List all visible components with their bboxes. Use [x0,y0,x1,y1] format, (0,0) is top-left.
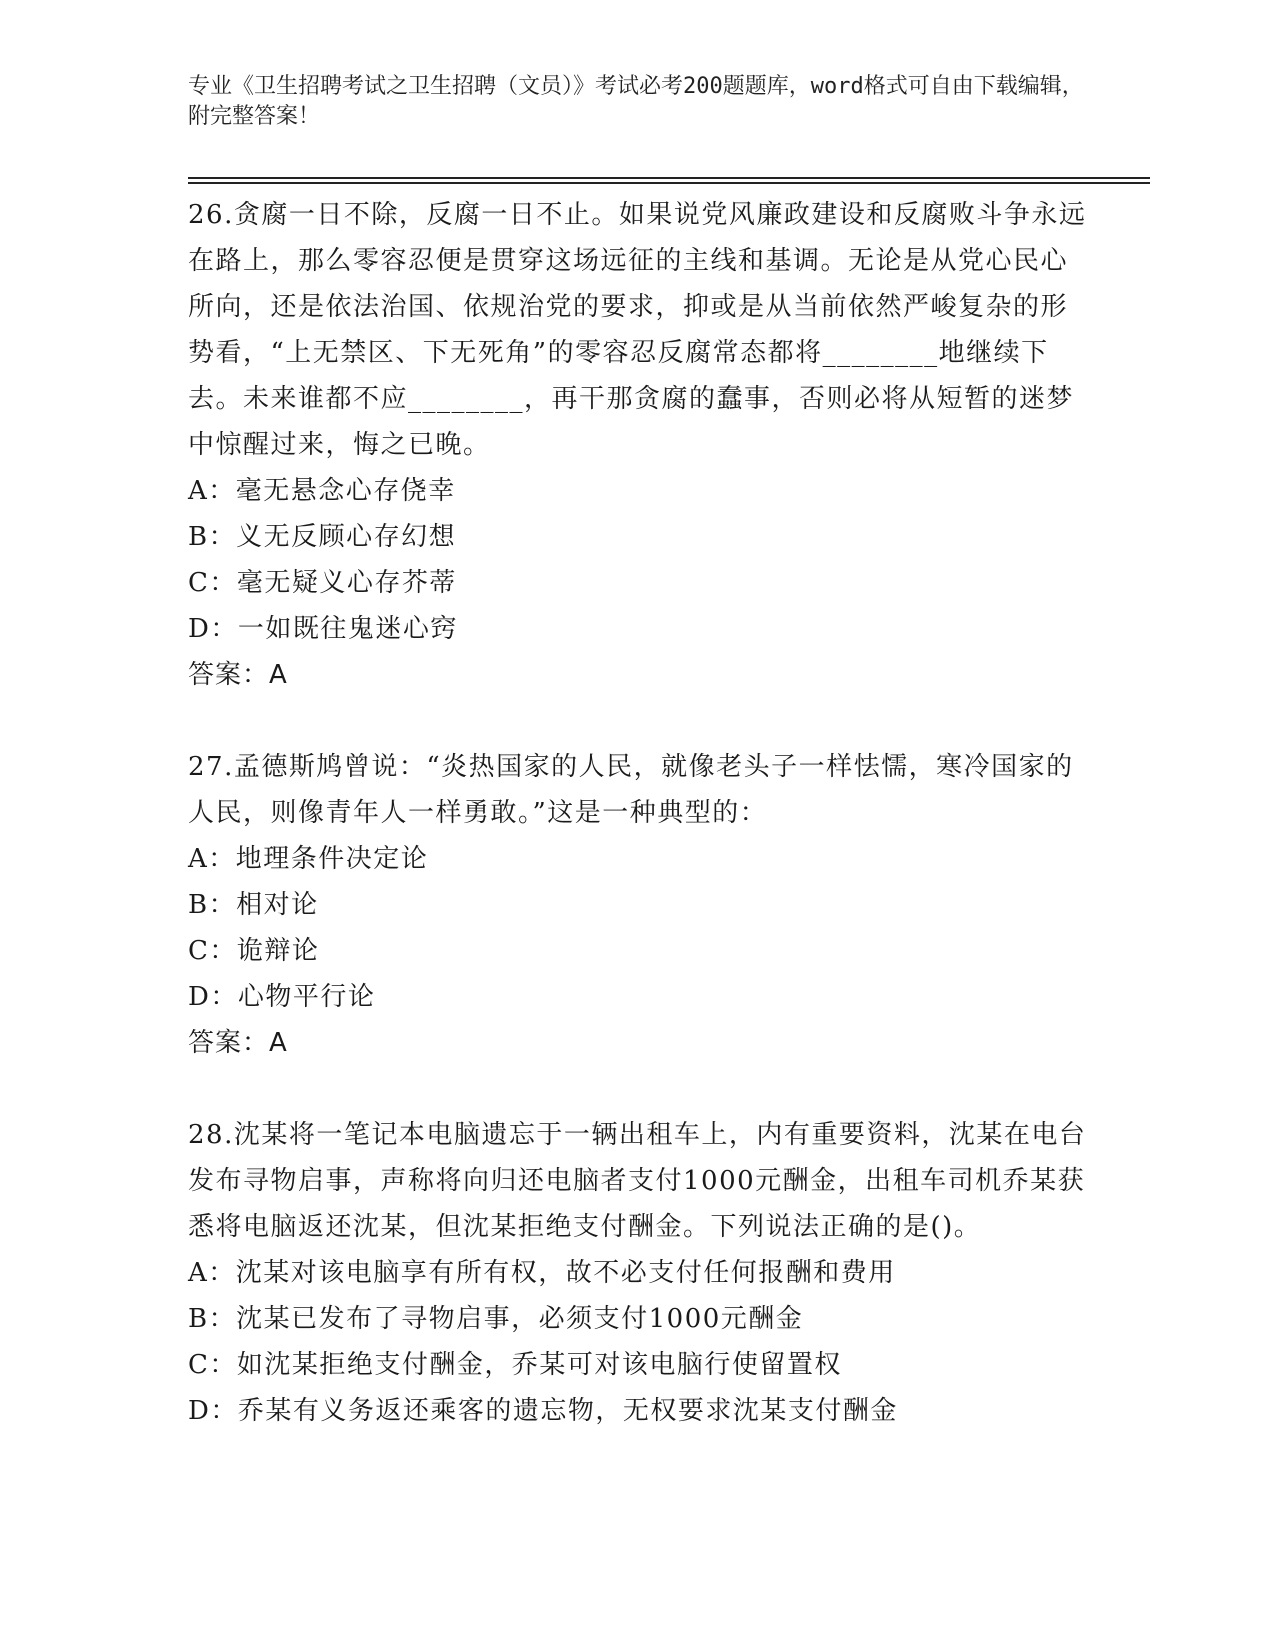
option-b: B：义无反顾心存幻想 [188,522,457,552]
question-text: 27.孟德斯鸠曾说：“炎热国家的人民，就像老头子一样怯懦，寒冷国家的人民，则像青年人一样勇敢。”这是一种典型的： [188,752,1074,828]
option-c: C：诡辩论 [188,936,320,966]
option-c: C：如沈某拒绝支付酬金，乔某可对该电脑行使留置权 [188,1350,842,1380]
option-a: A：沈某对该电脑享有所有权，故不必支付任何报酬和费用 [188,1258,896,1288]
question-list [188,192,1088,1434]
header-rule-top [188,177,1150,179]
question-27 [188,744,1088,1066]
question-28 [188,1112,1088,1434]
option-a: A：地理条件决定论 [188,844,429,874]
question-text: 26.贪腐一日不除，反腐一日不止。如果说党风廉政建设和反腐败斗争永远在路上，那么零容忍便是贯穿这场远征的主线和基调。无论是从党心民心所向，还是依法治国、依规治党的要求，抑或是从当前依然严峻复杂的形势看，“上无禁区、下无死角”的零容忍反腐常态都将________地继续下去。未来谁都不应________，再干那贪腐的蠢事，否则必将从短暂的迷梦中惊醒过来，悔之已晚。 [188,200,1087,460]
question-26 [188,192,1088,698]
spacer [188,698,1088,744]
answer-line: 答案：A [188,1028,288,1058]
option-b: B：相对论 [188,890,319,920]
header-rule-bottom [188,182,1150,184]
spacer [188,1066,1088,1112]
option-c: C：毫无疑义心存芥蒂 [188,568,457,598]
option-b: B：沈某已发布了寻物启事，必须支付1000元酬金 [188,1304,804,1334]
document-header: 专业《卫生招聘考试之卫生招聘（文员）》考试必考200题题库，word格式可自由下载编辑，附完整答案！ [188,74,1084,129]
option-d: D：一如既往鬼迷心窍 [188,614,458,644]
option-d: D：乔某有义务返还乘客的遗忘物，无权要求沈某支付酬金 [188,1396,898,1426]
option-a: A：毫无悬念心存侥幸 [188,476,456,506]
answer-line: 答案：A [188,660,288,690]
question-text: 28.沈某将一笔记本电脑遗忘于一辆出租车上，内有重要资料，沈某在电台发布寻物启事，声称将向归还电脑者支付1000元酬金，出租车司机乔某获悉将电脑返还沈某，但沈某拒绝支付酬金。下列说法正确的是()。 [188,1120,1087,1242]
option-d: D：心物平行论 [188,982,376,1012]
